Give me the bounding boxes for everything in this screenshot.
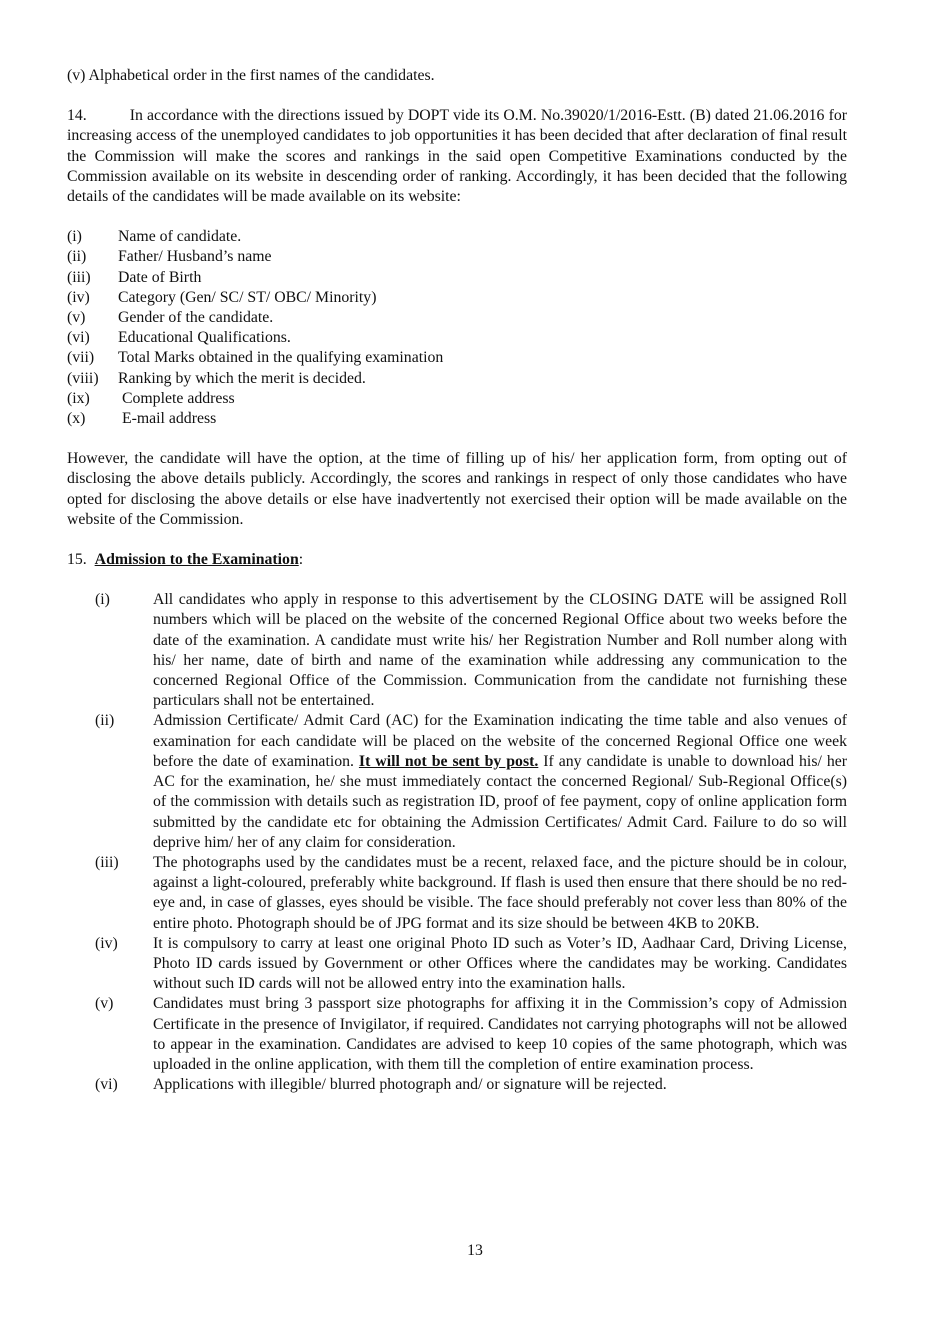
list-item: (x) E-mail address	[67, 410, 217, 428]
section-15-heading: 15. Admission to the Examination:	[67, 551, 304, 569]
list-item: (ii) Admission Certificate/ Admit Card (AC) for the Examination indicating the time table and also venues of examination for each candidate will be placed on the website of the concerned Regional Office one week before the date of examination. It will not be sent by post. If any candidate is unable to download his/ her AC for the examination, he/ she must immediately contact the concerned Regional/ Sub-Regional Office(s) of the commission with details such as registration ID, proof of fee payment, copy of online application form submitted by the candidate etc for obtaining the Admission Certificates/ Admit Card. Failure to do so will deprive him/ her of any claim for consideration.	[95, 712, 847, 851]
document-page	[67, 66, 847, 1095]
list-item: (vi) Educational Qualifications.	[67, 329, 291, 347]
paragraph-14-number: 14.	[67, 107, 87, 125]
list-item: (i) Name of candidate.	[67, 228, 242, 246]
list-item: (ix) Complete address	[67, 389, 235, 407]
candidate-details-list	[67, 227, 847, 429]
page-number: 13	[467, 1242, 483, 1259]
list-item: (iii) The photographs used by the candidates must be a recent, relaxed face, and the picture should be in colour, against a light-coloured, preferably white background. If flash is used then ensure that there should be no red-eye and, in case of glasses, eyes should be visible. The face should preferably not cover less than 80% of the entire photo. Photograph should be of JPG format and its size should be between 4KB to 20KB.	[95, 853, 847, 932]
list-item: (iii) Date of Birth	[67, 268, 202, 286]
list-item: (iv) Category (Gen/ SC/ ST/ OBC/ Minority)	[67, 288, 377, 306]
opt-out-paragraph: However, the candidate will have the option, at the time of filling up of his/ her application form, from opting out of disclosing the above details publicly. Accordingly, the scores and rankings in respect of only those candidates who have opted for disclosing the above details or else have inadvertently not exercised their option will be made available on the website of the Commission.	[67, 450, 847, 528]
section-15-number: 15.	[67, 551, 87, 569]
list-item: (v) Gender of the candidate.	[67, 309, 274, 327]
list-item: (viii) Ranking by which the merit is decided.	[67, 369, 366, 387]
list-item: (ii) Father/ Husband’s name	[67, 248, 272, 266]
list-item: (vi) Applications with illegible/ blurred photograph and/ or signature will be rejected.	[95, 1076, 667, 1094]
paragraph-14	[67, 106, 847, 207]
list-item: (v) Candidates must bring 3 passport size photographs for affixing it in the Commission’s copy of Admission Certificate in the presence of Invigilator, if required. Candidates not carrying photographs will not be allowed to appear in the examination. Candidates are advised to keep 10 copies of the same photograph, which was uploaded in the online application, with them till the completion of entire examination process.	[95, 995, 847, 1073]
list-item: (i) All candidates who apply in response to this advertisement by the CLOSING DATE will be assigned Roll numbers which will be placed on the website of the concerned Regional Office about two weeks before the date of the examination. A candidate must write his/ her Registration Number and Roll number along with his/ her name, date of birth and name of the examination while addressing any communication to the concerned Regional Office of the Commission. Communication from the candidate not furnishing these particulars shall not be entertained.	[95, 591, 847, 710]
not-sent-by-post-notice: It will not be sent by post.	[358, 752, 539, 770]
list-item: (iv) It is compulsory to carry at least one original Photo ID such as Voter’s ID, Aadhaar Card, Driving License, Photo ID cards issued by Government or other Offices where the candidates may be working. Candidates without such ID cards will not be allowed entry into the examination halls.	[95, 934, 847, 993]
admission-list	[95, 590, 847, 1095]
list-item: (vii) Total Marks obtained in the qualifying examination	[67, 349, 444, 367]
section-15-title: Admission to the Examination	[94, 551, 299, 569]
paragraph-14-text: In accordance with the directions issued by DOPT vide its O.M. No.39020/1/2016-Estt. (B) dated 21.06.2016 for increasing access of the unemployed candidates to job opportunities it has been decided that after declaration of final result the Commission will make the scores and rankings in the said open Competitive Examinations conducted by the Commission available on its website in descending order of ranking. Accordingly, it has been decided that the following details of the candidates will be made available on its website:	[67, 107, 847, 206]
alphabetical-order-line: (v) Alphabetical order in the first names of the candidates.	[67, 67, 435, 84]
